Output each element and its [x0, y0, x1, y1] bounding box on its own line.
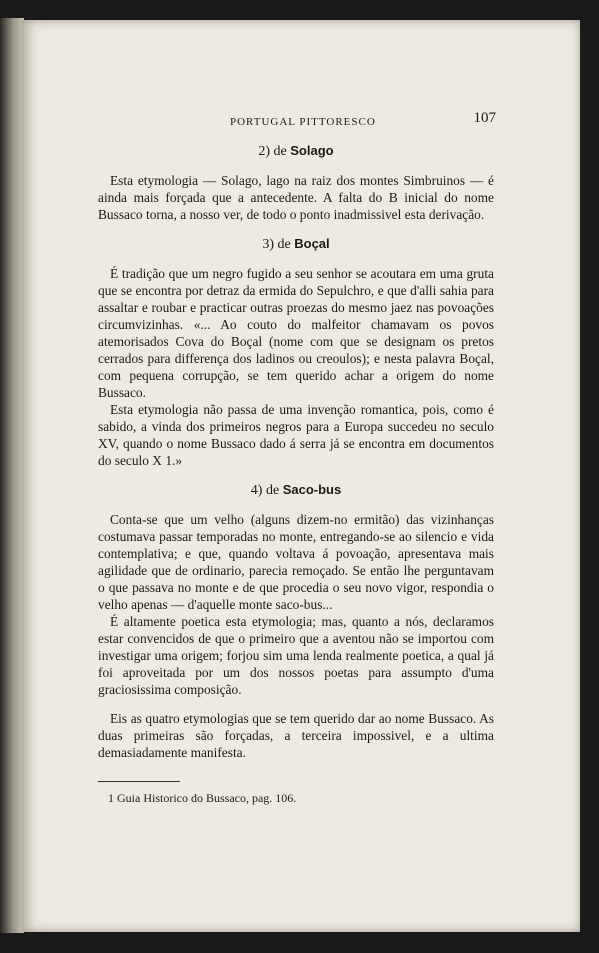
footnote-rule — [98, 781, 180, 782]
paragraph: Esta etymologia — Solago, lago na raiz dos montes Simbruinos — é ainda mais forçada que a antecedente. A falta do B inicial do nome Bussaco torna, a nosso ver, de todo o ponto inadmissivel esta derivação. — [98, 173, 494, 222]
paragraph: É altamente poetica esta etymologia; mas, quanto a nós, declaramos estar convencidos de que o primeiro que a aventou não se importou com investigar uma origem; forjou sim uma lenda realmente poetica, a qual já foi aproveitada por um dos nossos poetas para assumpto d'uma graciosissima composição. — [98, 614, 494, 697]
running-title: PORTUGAL PITTORESCO — [230, 116, 376, 128]
paragraph: É tradição que um negro fugido a seu senhor se acoutara em uma gruta que se encontra por detraz da ermida do Sepulchro, e que d'alli sahia para assaltar e roubar e practicar outras proezas do mesmo jaez nas povoações circumvizinhas. «... Ao couto do malfeitor chamavam os povos atemorisados Cova do Boçal (nome com que se designam os pretos cerrados para differença dos ladinos ou creoulos); e nesta palavra Boçal, com pequena corrupção, se tem querido achar a origem do nome Bussaco. — [98, 266, 494, 400]
section-term: Boçal — [294, 236, 330, 251]
section-number: 4) de — [250, 483, 280, 498]
footnote: 1 Guia Historico do Bussaco, pag. 106. — [108, 791, 297, 805]
paragraph: Conta-se que um velho (alguns dizem-no ermitão) das vizinhanças costumava passar temporadas no monte, entregando-se ao silencio e vida contemplativa; e que, quando voltava á povoação, apresentava mais agilidade que de ordinario, parecia remoçado. Se então lhe perguntavam o que passava no monte e de que procedia o seu novo vigor, respondia o velho apenas — d'aquelle monte saco-bus... — [98, 512, 494, 612]
book-spine-edge — [0, 18, 24, 933]
paragraph: Esta etymologia não passa de uma invenção romantica, pois, como é sabido, a vinda dos primeiros negros para a Europa succedeu no seculo XV, quando o nome Bussaco dado á serra já se encontra em documentos do seculo X 1.» — [98, 402, 494, 468]
section-heading-solago — [98, 142, 494, 160]
page-header — [98, 108, 494, 130]
section-heading-bocal — [98, 235, 494, 253]
page-text-block — [98, 108, 494, 807]
section-number: 3) de — [262, 237, 291, 252]
book-page — [22, 20, 580, 932]
closing-paragraph: Eis as quatro etymologias que se tem querido dar ao nome Bussaco. As duas primeiras são forçadas, a terceira impossivel, e a ultima demasiadamente manifesta. — [98, 711, 494, 760]
section-number: 2) de — [258, 144, 287, 159]
section-term: Solago — [290, 143, 334, 158]
section-heading-saco-bus — [98, 481, 494, 499]
page-number: 107 — [473, 110, 496, 126]
section-term: Saco-bus — [282, 482, 342, 497]
